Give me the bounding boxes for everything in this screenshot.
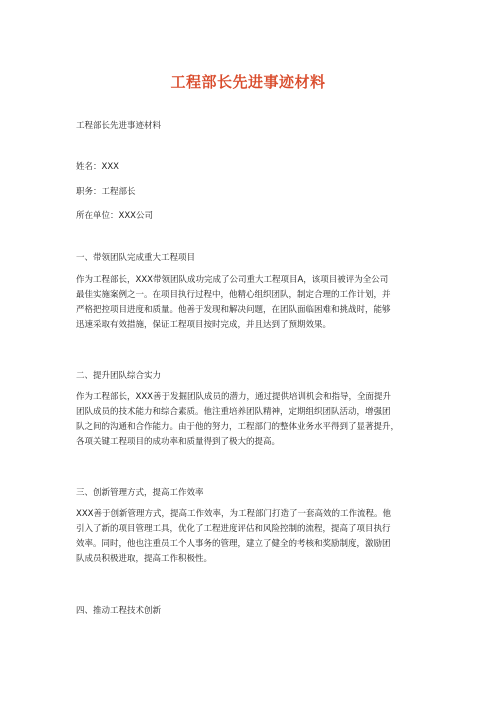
body-line: XXX善于创新管理方式，提高工作效率，为工程部门打造了一套高效的工作流程。他 <box>76 509 391 519</box>
unit-line: 所在单位：XXX公司 <box>76 211 153 221</box>
section-body <box>76 273 424 333</box>
body-line: 各项关键工程项目的成功率和质量得到了极大的提高。 <box>76 437 281 447</box>
body-line: 作为工程部长，XXX善于发掘团队成员的潜力，通过提供培训机会和指导，全面提升 <box>76 392 391 402</box>
body-line: 团队成员的技术能力和综合素质。他注重培养团队精神，定期组织团队活动，增强团 <box>76 407 391 417</box>
body-line: 效率。同时，他也注重员工个人事务的管理，建立了健全的考核和奖励制度，激励团 <box>76 539 391 549</box>
body-line: 引入了新的项目管理工具，优化了工程进度评估和风险控制的流程，提高了项目执行 <box>76 524 391 534</box>
body-line: 严格把控项目进度和质量。他善于发现和解决问题，在团队面临困难和挑战时，能够 <box>76 305 391 315</box>
section-heading: 三、创新管理方式，提高工作效率 <box>76 488 204 498</box>
section-heading: 四、推动工程技术创新 <box>76 606 162 616</box>
body-line: 最佳实施案例之一。在项目执行过程中，他精心组织团队，制定合理的工作计划，并 <box>76 290 391 300</box>
document-title: 工程部长先进事迹材料 <box>170 73 326 91</box>
document-subtitle: 工程部长先进事迹材料 <box>76 121 162 131</box>
section-body <box>76 390 424 450</box>
section-heading: 一、带领团队完成重大工程项目 <box>76 253 196 263</box>
body-line: 队之间的沟通和合作能力。由于他的努力，工程部门的整体业务水平得到了显著提升， <box>76 422 400 432</box>
section-body <box>76 507 424 567</box>
section-heading: 二、提升团队综合实力 <box>76 371 162 381</box>
position-line: 职务：工程部长 <box>76 187 136 197</box>
name-line: 姓名：XXX <box>76 162 119 172</box>
body-line: 迅速采取有效措施，保证工程项目按时完成，并且达到了预期效果。 <box>76 320 332 330</box>
body-line: 队成员积极进取，提高工作积极性。 <box>76 554 213 564</box>
body-line: 作为工程部长，XXX带领团队成功完成了公司重大工程项目A，该项目被评为全公司 <box>76 275 389 285</box>
